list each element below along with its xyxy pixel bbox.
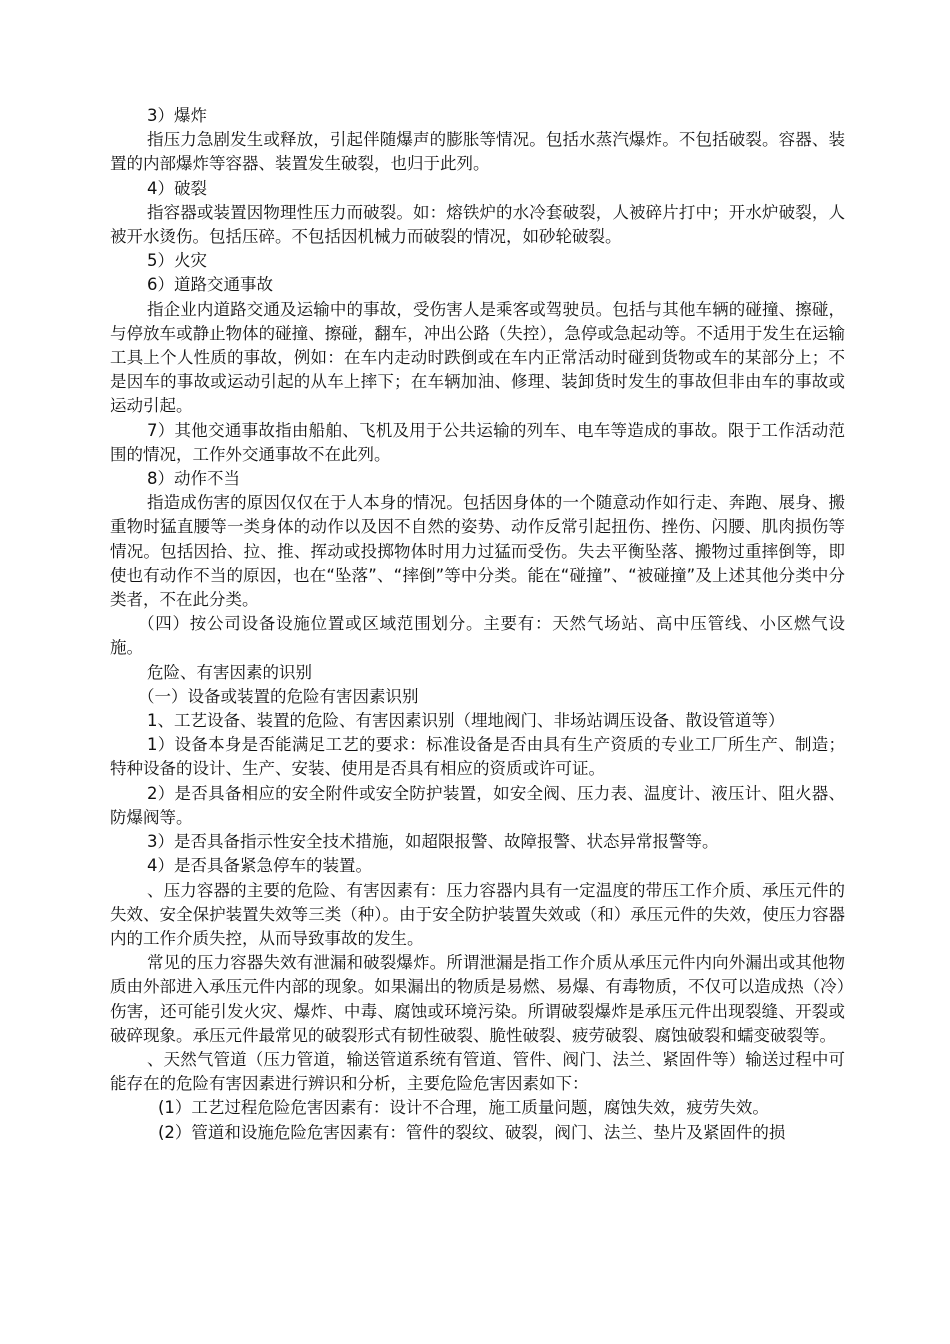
- paragraph: 3）爆炸: [147, 106, 207, 125]
- paragraph: 指造成伤害的原因仅仅在于人本身的情况。包括因身体的一个随意动作如行走、奔跑、展身、搬重物时猛直腰等一类身体的动作以及因不自然的姿势、动作反常引起扭伤、挫伤、闪腰、肌肉损伤等情况。包括因拾、拉、推、挥动或投掷物体时用力过猛而受伤。失去平衡坠落、搬物过重摔倒等，即使也有动作不当的原因，也在“坠落”、“摔倒”等中分类。能在“碰撞”、“被碰撞”及上述其他分类中分类者，不在此分类。: [110, 493, 845, 610]
- document-page: [110, 104, 845, 1145]
- paragraph: 6）道路交通事故: [147, 275, 273, 295]
- paragraph: （一）设备或装置的危险有害因素识别: [138, 686, 419, 706]
- paragraph: 4）破裂: [147, 178, 207, 198]
- paragraph: (2）管道和设施危险危害因素有：管件的裂纹、破裂，阀门、法兰、垫片及紧固件的损: [158, 1122, 786, 1142]
- paragraph: 8）动作不当: [147, 469, 240, 489]
- paragraph: 常见的压力容器失效有泄漏和破裂爆炸。所谓泄漏是指工作介质从承压元件内向外漏出或其他物质由外部进入承压元件内部的现象。如果漏出的物质是易燃、易爆、有毒物质，不仅可以造成热（冷）伤害，还可能引发火灾、爆炸、中毒、腐蚀或环境污染。所谓破裂爆炸是承压元件出现裂缝、开裂或破碎现象。承压元件最常见的破裂形式有韧性破裂、脆性破裂、疲劳破裂、腐蚀破裂和蠕变破裂等。: [110, 953, 845, 1045]
- paragraph: 1、工艺设备、装置的危险、有害因素识别（埋地阀门、非场站调压设备、散设管道等）: [147, 711, 785, 731]
- paragraph: 指压力急剧发生或释放，引起伴随爆声的膨胀等情况。包括水蒸汽爆炸。不包括破裂。容器、装置的内部爆炸等容器、装置发生破裂，也归于此列。: [110, 130, 845, 174]
- paragraph: (1）工艺过程危险危害因素有：设计不合理，施工质量问题，腐蚀失效，疲劳失效。: [158, 1098, 769, 1118]
- paragraph: 指企业内道路交通及运输中的事故，受伤害人是乘客或驾驶员。包括与其他车辆的碰撞、擦碰，与停放车或静止物体的碰撞、擦碰，翻车，冲出公路（失控），急停或急起动等。不适用于发生在运输工具上个人性质的事故，例如：在车内走动时跌倒或在车内正常活动时碰到货物或车的某部分上；不是因车的事故或运动引起的从车上摔下；在车辆加油、修理、装卸货时发生的事故但非由车的事故或运动引起。: [110, 299, 845, 416]
- paragraph: 1）设备本身是否能满足工艺的要求：标准设备是否由具有生产资质的专业工厂所生产、制造；特种设备的设计、生产、安装、使用是否具有相应的资质或许可证。: [110, 735, 845, 779]
- paragraph: 指容器或装置因物理性压力而破裂。如：熔铁炉的水冷套破裂，人被碎片打中；开水炉破裂，人被开水烫伤。包括压碎。不包括因机械力而破裂的情况，如砂轮破裂。: [110, 202, 845, 247]
- paragraph: 危险、有害因素的识别: [147, 662, 312, 682]
- paragraph: 5）火灾: [147, 251, 207, 271]
- paragraph: 7）其他交通事故指由船舶、飞机及用于公共运输的列车、电车等造成的事故。限于工作活动范围的情况，工作外交通事故不在此列。: [110, 420, 845, 464]
- paragraph: 3）是否具备指示性安全技术措施，如超限报警、故障报警、状态异常报警等。: [147, 832, 719, 852]
- paragraph: 、压力容器的主要的危险、有害因素有：压力容器内具有一定温度的带压工作介质、承压元件的失效、安全保护装置失效等三类（种）。由于安全防护装置失效或（和）承压元件的失效，使压力容器内的工作介质失控，从而导致事故的发生。: [110, 880, 845, 948]
- paragraph: 2）是否具备相应的安全附件或安全防护装置，如安全阀、压力表、温度计、液压计、阻火器、防爆阀等。: [110, 783, 845, 827]
- paragraph: （四）按公司设备设施位置或区域范围划分。主要有：天然气场站、高中压管线、小区燃气设施。: [110, 614, 845, 658]
- paragraph: 4）是否具备紧急停车的装置。: [147, 856, 372, 876]
- paragraph: 、天然气管道（压力管道，输送管道系统有管道、管件、阀门、法兰、紧固件等）输送过程中可能存在的危险有害因素进行辨识和分析，主要危险危害因素如下：: [110, 1049, 845, 1094]
